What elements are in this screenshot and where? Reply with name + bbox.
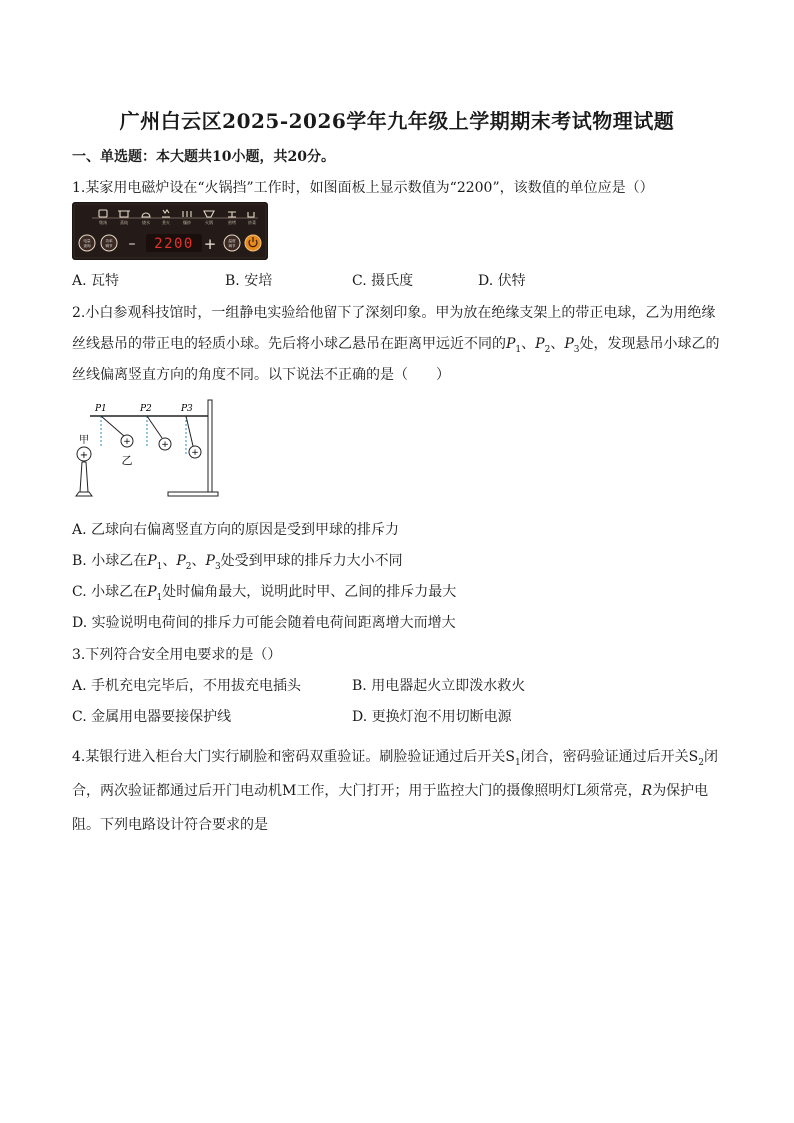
q2-option-c xyxy=(72,581,456,603)
cooker-panel-svg xyxy=(72,202,268,260)
q3-option-c: C. 金属用电器要接保护线 xyxy=(72,709,232,725)
subscript: 3 xyxy=(214,561,221,572)
q1-option-a: A. 瓦特 xyxy=(72,273,120,289)
option-text: C. 小球乙在 xyxy=(72,584,148,600)
panel-mode-label: 蒸炖 xyxy=(120,220,128,225)
charge-plus-icon: + xyxy=(191,448,199,458)
panel-plus-icon: + xyxy=(203,235,217,253)
q2-stem-text: 丝线悬吊的带正电的轻质小球。先后将小球乙悬吊在距离甲远近不同的 xyxy=(72,336,506,352)
charge-plus-icon: + xyxy=(123,437,131,447)
q1-option-d: D. 伏特 xyxy=(478,273,526,289)
label-p1: P1 xyxy=(95,404,107,414)
q1-option-c: C. 摄氏度 xyxy=(352,273,414,289)
subscript: 1 xyxy=(514,757,521,768)
q2-option-d: D. 实验说明电荷间的排斥力可能会随着电荷间距离增大而增大 xyxy=(72,615,456,631)
q3-option-a: A. 手机充电完毕后，不用拔充电插头 xyxy=(72,678,302,694)
position-symbol: P xyxy=(205,553,215,569)
q3-option-d: D. 更换灯泡不用切断电源 xyxy=(352,709,512,725)
panel-mode-label: 火锅 xyxy=(205,220,213,225)
q4-text: 4.某银行进入柜台大门实行刷脸和密码双重验证。刷脸验证通过后开关S xyxy=(72,749,515,765)
q4-stem-line1 xyxy=(72,746,718,768)
position-symbol: P xyxy=(176,553,186,569)
charge-plus-icon: + xyxy=(161,440,169,450)
option-text: 处受到甲球的排斥力大小不同 xyxy=(220,553,403,569)
panel-button-label: 调节 xyxy=(105,244,113,248)
q1-stem: 1.某家用电磁炉设在“火锅挡”工作时，如图面板上显示数值为“2200”，该数值的单位应是（） xyxy=(72,180,654,196)
subscript: 1 xyxy=(515,344,522,355)
position-symbol: P xyxy=(147,553,157,569)
panel-button-label: 调节 xyxy=(228,244,236,248)
panel-button-label: 温度 xyxy=(228,239,236,243)
position-symbol: P xyxy=(564,336,574,352)
separator: 、 xyxy=(162,553,177,569)
section-heading: 一、单选题：本大题共10小题，共20分。 xyxy=(72,149,335,165)
q4-stem-line3: 阻。下列电路设计符合要求的是 xyxy=(72,817,268,833)
panel-display-value: 2200 xyxy=(154,236,194,252)
page-title: 广州白云区2025-2026学年九年级上学期期末考试物理试题 xyxy=(119,109,675,133)
q2-stem-line1: 2.小白参观科技馆时，一组静电实验给他留下了深刻印象。甲为放在绝缘支架上的带正电球，乙为用绝缘 xyxy=(72,305,716,321)
label-p3: P3 xyxy=(181,404,193,414)
q4-text: 闭 xyxy=(704,749,719,765)
q2-stem-line2 xyxy=(72,333,719,355)
subscript: 2 xyxy=(544,344,551,355)
q3-option-b: B. 用电器起火立即泼水救火 xyxy=(352,678,526,694)
option-text: B. 小球乙在 xyxy=(72,553,148,569)
q2-stem-line3: 丝线偏离竖直方向的角度不同。以下说法不正确的是（ ） xyxy=(72,367,450,383)
q4-text: 为保护电 xyxy=(652,783,709,799)
subscript: 3 xyxy=(573,344,580,355)
position-symbol: P xyxy=(535,336,545,352)
label-jia: 甲 xyxy=(79,435,89,446)
option-text: 处时偏角最大，说明此时甲、乙间的排斥力最大 xyxy=(162,584,457,600)
electrostatic-figure xyxy=(72,396,222,500)
panel-mode-label: 烧水 xyxy=(142,220,150,225)
q2-option-a: A. 乙球向右偏离竖直方向的原因是受到甲球的排斥力 xyxy=(72,522,400,538)
resistor-symbol: R xyxy=(641,783,653,799)
panel-mode-label: 爆炒 xyxy=(183,220,191,225)
panel-button-label: 电量 xyxy=(83,239,91,243)
subscript: 2 xyxy=(698,757,705,768)
panel-button-label: 功率 xyxy=(105,239,113,243)
position-symbol: P xyxy=(147,584,157,600)
panel-mode-label: 煎烤 xyxy=(228,220,236,225)
subscript: 1 xyxy=(156,592,163,603)
subscript: 2 xyxy=(185,561,192,572)
q2-stem-text: 处，发现悬吊小球乙的 xyxy=(579,336,720,352)
q2-option-b xyxy=(72,550,403,572)
panel-mode-label: 煮火 xyxy=(162,220,170,225)
panel-button-label: 查询 xyxy=(83,244,91,248)
induction-cooker-panel-image xyxy=(72,202,268,260)
charge-plus-icon: + xyxy=(79,450,89,461)
subscript: 1 xyxy=(156,561,163,572)
q1-option-b: B. 安培 xyxy=(225,273,273,289)
q4-text: 合，两次验证都通过后开门电动机M工作，大门打开；用于监控大门的摄像照明灯L须常亮， xyxy=(72,783,642,799)
q4-stem-line2 xyxy=(72,780,708,800)
panel-mode-label: 炒菜 xyxy=(248,220,256,225)
q4-text: 闭合，密码验证通过后开关S xyxy=(520,749,699,765)
separator: 、 xyxy=(550,336,565,352)
separator: 、 xyxy=(521,336,536,352)
electrostatic-figure-svg xyxy=(72,396,222,500)
separator: 、 xyxy=(191,553,206,569)
position-symbol: P xyxy=(506,336,516,352)
label-yi: 乙 xyxy=(121,454,133,467)
q3-stem: 3.下列符合安全用电要求的是（） xyxy=(72,647,282,663)
panel-mode-label: 煲汤 xyxy=(99,220,107,225)
panel-minus-icon: – xyxy=(128,236,136,252)
label-p2: P2 xyxy=(140,404,152,414)
